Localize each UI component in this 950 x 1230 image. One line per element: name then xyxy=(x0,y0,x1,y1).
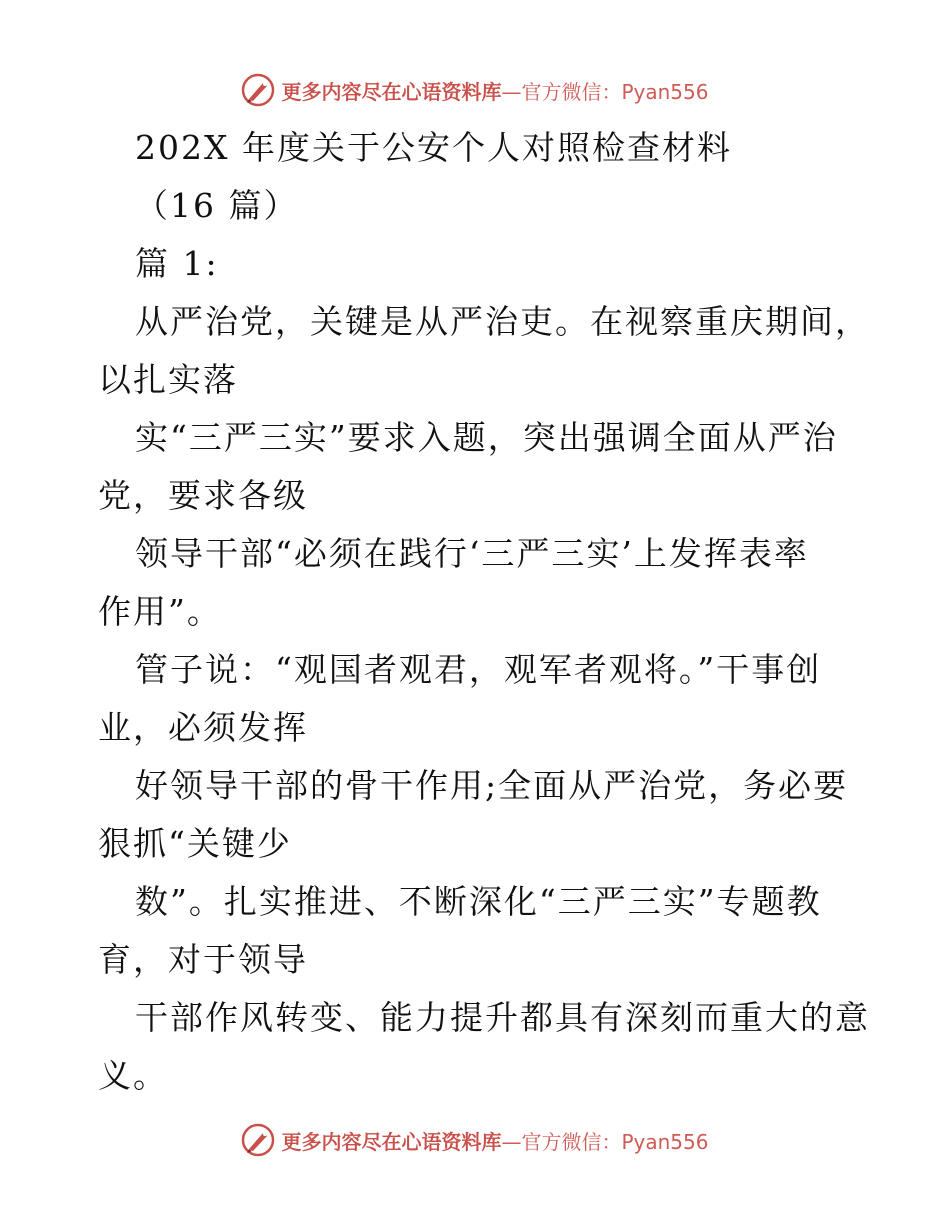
paragraph-line: 党，要求各级 xyxy=(98,476,308,515)
paragraph-line: 业，必须发挥 xyxy=(98,708,308,747)
document-title: 202X 年度关于公安个人对照检查材料 xyxy=(135,128,732,167)
paragraph-line: 数”。扎实推进、不断深化“三严三实”专题教 xyxy=(135,882,822,921)
paragraph-line: 从严治党，关键是从严治吏。在视察重庆期间， xyxy=(135,302,870,341)
paragraph-line: 育，对于领导 xyxy=(98,940,308,979)
watermark-text xyxy=(281,76,708,105)
watermark-main: 更多内容尽在心语资料库 xyxy=(281,1129,502,1154)
watermark-separator: — xyxy=(501,1129,522,1154)
document-subtitle: （16 篇） xyxy=(135,186,299,225)
paragraph-line: 以扎实落 xyxy=(98,360,238,399)
pen-logo-icon xyxy=(241,1123,275,1157)
paragraph-line: 干部作风转变、能力提升都具有深刻而重大的意 xyxy=(135,998,870,1037)
paragraph-line: 实“三严三实”要求入题，突出强调全面从严治 xyxy=(135,418,838,457)
paragraph-line: 好领导干部的骨干作用;全面从严治党，务必要 xyxy=(135,766,849,805)
paragraph-line: 义。 xyxy=(98,1056,168,1095)
watermark-contact: 官方微信：Pyan556 xyxy=(521,79,709,104)
paragraph-line: 狠抓“关键少 xyxy=(98,824,292,863)
watermark-main: 更多内容尽在心语资料库 xyxy=(281,79,502,104)
watermark-header xyxy=(0,70,950,110)
watermark-contact: 官方微信：Pyan556 xyxy=(521,1129,709,1154)
paragraph-line: 管子说：“观国者观君，观军者观将。”干事创 xyxy=(135,650,822,689)
paragraph-line: 作用”。 xyxy=(98,592,222,631)
watermark-footer xyxy=(0,1120,950,1160)
watermark-separator: — xyxy=(501,79,522,104)
paragraph-line: 领导干部“必须在践行‘三严三实’上发挥表率 xyxy=(135,534,809,573)
pen-logo-icon xyxy=(241,73,275,107)
watermark-text xyxy=(281,1126,708,1155)
section-heading: 篇 1: xyxy=(135,244,219,283)
